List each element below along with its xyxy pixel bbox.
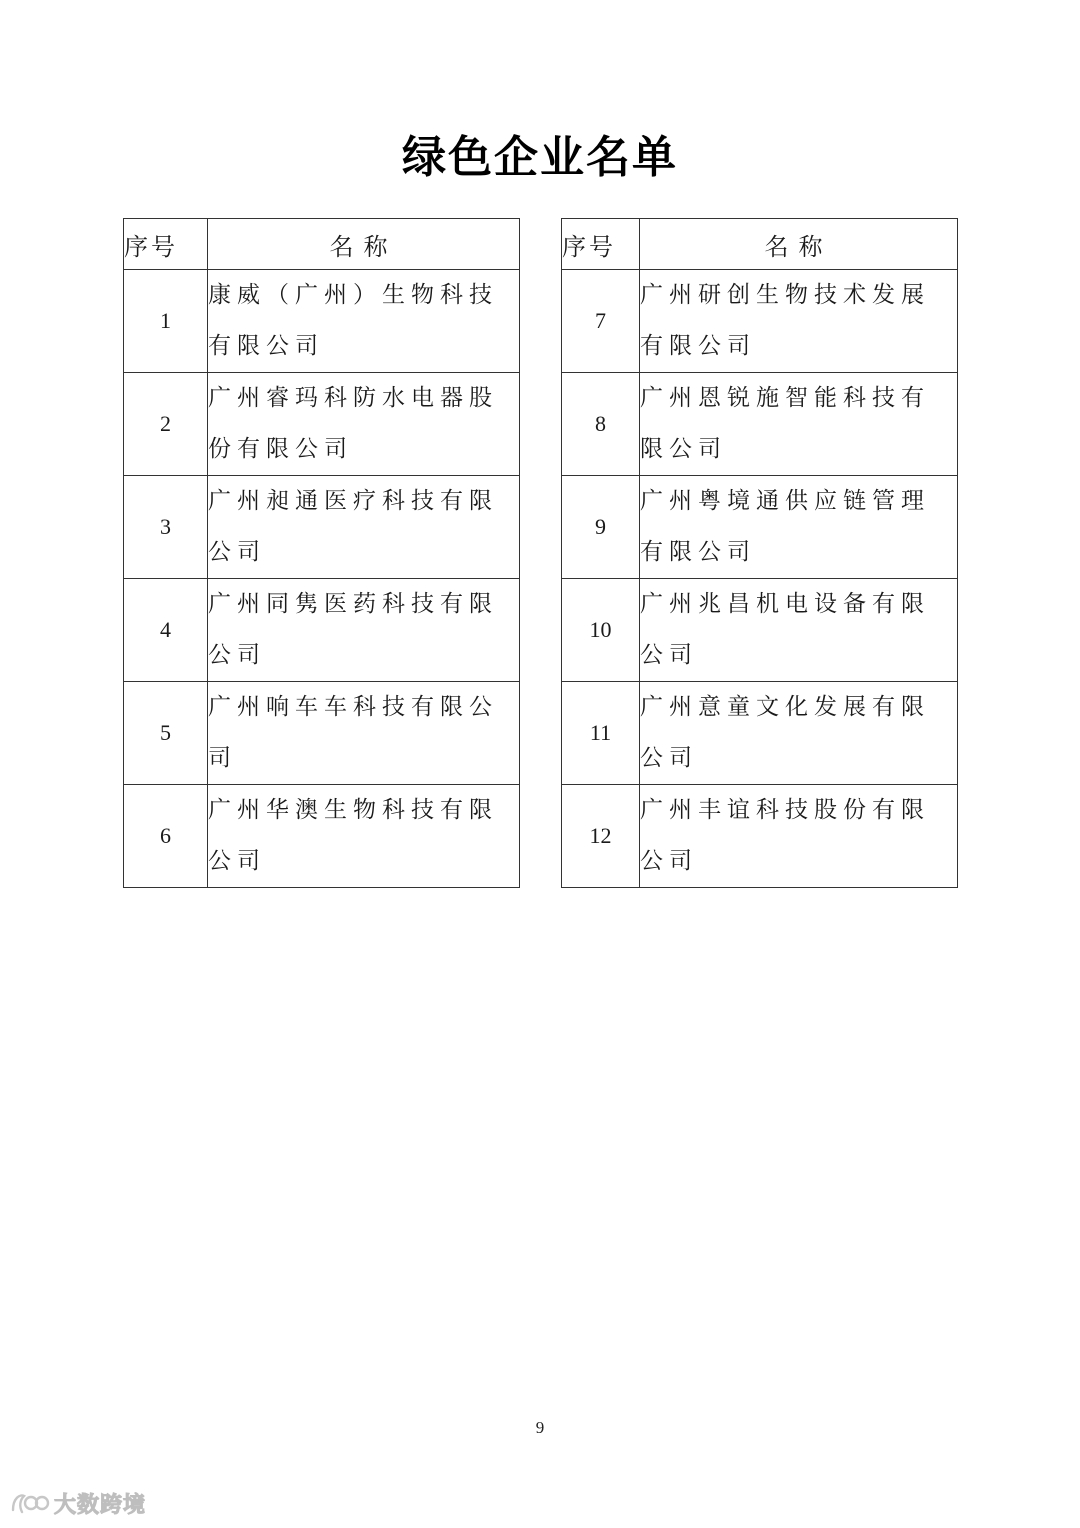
page-title: 绿色企业名单 (402, 132, 678, 183)
company-name: 广州响车车科技有限公司 (208, 682, 520, 785)
row-number: 5 (124, 682, 208, 785)
watermark-text: 大数跨境 (54, 1492, 147, 1518)
row-number: 8 (562, 373, 640, 476)
row-number: 11 (562, 682, 640, 785)
row-number: 4 (124, 579, 208, 682)
row-number: 10 (562, 579, 640, 682)
enterprise-table-right (561, 218, 958, 888)
company-name: 广州恩锐施智能科技有限公司 (640, 373, 958, 476)
row-number: 9 (562, 476, 640, 579)
row-number: 7 (562, 270, 640, 373)
row-number: 2 (124, 373, 208, 476)
company-name: 广州昶通医疗科技有限公司 (208, 476, 520, 579)
table-row (124, 476, 520, 579)
page-number: 9 (535, 1418, 545, 1437)
table-row (562, 476, 958, 579)
column-header-number: 序号 (124, 219, 208, 270)
table-row (124, 373, 520, 476)
row-number: 6 (124, 785, 208, 888)
company-name: 广州睿玛科防水电器股份有限公司 (208, 373, 520, 476)
table-row (124, 270, 520, 373)
table-row (124, 579, 520, 682)
company-name: 广州兆昌机电设备有限公司 (640, 579, 958, 682)
company-name: 广州意童文化发展有限公司 (640, 682, 958, 785)
enterprise-table-left (123, 218, 520, 888)
company-name: 广州丰谊科技股份有限公司 (640, 785, 958, 888)
company-name: 康威（广州）生物科技有限公司 (208, 270, 520, 373)
row-number: 1 (124, 270, 208, 373)
table-header-row (124, 219, 520, 270)
company-name: 广州粤境通供应链管理有限公司 (640, 476, 958, 579)
row-number: 3 (124, 476, 208, 579)
row-number: 12 (562, 785, 640, 888)
table-row (562, 682, 958, 785)
watermark (10, 1488, 146, 1518)
table-header-row (562, 219, 958, 270)
company-name: 广州华澳生物科技有限公司 (208, 785, 520, 888)
table-row (562, 579, 958, 682)
table-row (562, 785, 958, 888)
table-row (124, 785, 520, 888)
brand-logo-icon (10, 1490, 50, 1516)
column-header-name: 名称 (208, 219, 520, 270)
company-name: 广州同隽医药科技有限公司 (208, 579, 520, 682)
table-row (124, 682, 520, 785)
column-header-number: 序号 (562, 219, 640, 270)
company-name: 广州研创生物技术发展有限公司 (640, 270, 958, 373)
table-row (562, 270, 958, 373)
column-header-name: 名称 (640, 219, 958, 270)
table-row (562, 373, 958, 476)
